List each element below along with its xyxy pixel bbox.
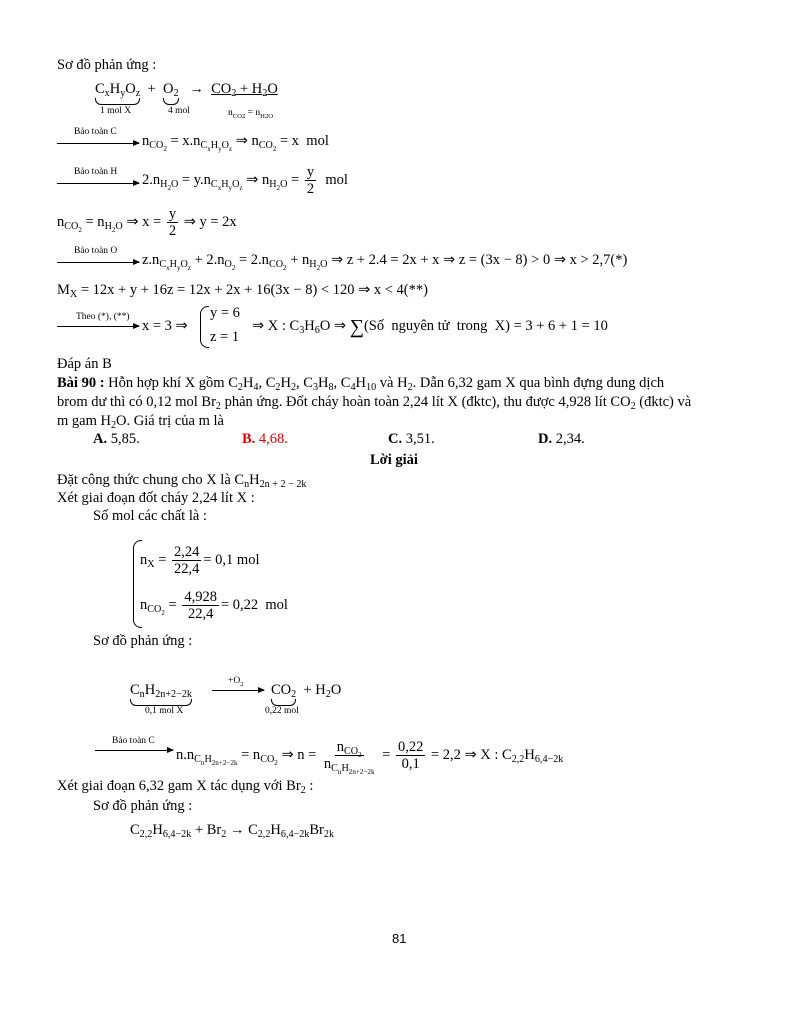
- arrow: [57, 262, 139, 263]
- sol-general-formula: Đặt công thức chung cho X là $C_nH_{2n + 2 - 2k}$: [57, 472, 307, 490]
- step-molar-mass: $M_X = 12x + y + 16z = 12x + 2x + 16(3x - 8) < 120$ ⇒ x < 4(**): [57, 282, 428, 300]
- problem-line-3: m gam $H_2O$. Giá trị của m là: [57, 413, 224, 431]
- sol-nco2: $n_{CO_2}$ = $\frac{4,928}{22,4}$ = 0,22 mol: [140, 589, 288, 622]
- page-number: 81: [392, 931, 407, 946]
- arrow: [212, 690, 264, 691]
- equation-1: $C_xH_yO_z$ + $O_2$ → $CO_2 + H_2O$: [95, 80, 278, 98]
- arrow-label-bao-toan-o: Bảo toàn O: [74, 246, 118, 256]
- step-bao-toan-c: $n_{CO_2} = x.n_{C_xH_yO_z}$ ⇒ $n_{CO_2} = x$ mol: [142, 133, 329, 153]
- problem-line-2: brom dư thì có 0,12 mol $Br_2$ phản ứng. Đốt cháy hoàn toàn 2,24 lít X (đktc), thu được 4,928 lít $CO_2$ (đktc) và: [57, 394, 692, 412]
- sol-moles-heading: Số mol các chất là :: [93, 508, 207, 524]
- step-equal-moles: $n_{CO_2} = n_{H_2O}$ ⇒ x = $\frac{y}{2}$ ⇒ y = 2x: [57, 206, 237, 239]
- arrow-label-bao-toan-h: Bảo toàn H: [74, 167, 118, 177]
- sol-so-do-2: Sơ đồ phản ứng :: [93, 633, 193, 649]
- sol-br2-stage: Xét giai đoạn 6,32 gam X tác dụng với $Br_2$ :: [57, 778, 314, 796]
- sol-nx: $n_X$ = $\frac{2,24}{22,4}$ = 0,1 mol: [140, 544, 260, 577]
- eq2-under-co2: 0,22 mol: [265, 706, 299, 716]
- eq1-under-reactant: 1 mol X: [100, 106, 132, 116]
- step-bao-toan-h: $2.n_{H_2O} = y.n_{C_xH_yO_z}$ ⇒ $n_{H_2O}$ = $\frac{y}{2}$ mol: [142, 164, 348, 197]
- eq2-under-reactant: 0,1 mol X: [145, 706, 184, 716]
- heading-so-do: Sơ đồ phản ứng :: [57, 57, 157, 73]
- sol-so-do-3: Sơ đồ phản ứng :: [93, 798, 193, 814]
- arrow: [57, 143, 139, 144]
- system-z: z = 1: [210, 329, 240, 345]
- system-brace: [200, 306, 209, 348]
- arrow: [57, 183, 139, 184]
- step-conclusion-x: x = 3 ⇒: [142, 318, 188, 334]
- problem-line-1: Bài 90 : Hỗn hợp khí X gồm $C_2H_4$, $C_2H_2$, $C_3H_8$, $C_4H_{10}$ và $H_2$. Dẫn 6,32 gam X qua bình đựng dung dịch: [57, 375, 665, 393]
- step-conclusion-formula: ⇒ X : $C_3H_6O$ ⇒ ∑(Số nguyên tử trong X) = 3 + 6 + 1 = 10: [252, 316, 608, 338]
- problem-label: Bài 90 :: [57, 375, 105, 391]
- solution-heading: Lời giải: [370, 452, 418, 468]
- system-y: y = 6: [210, 305, 240, 321]
- arrow: [95, 750, 173, 751]
- eq2-over-arrow: $+O_2$: [228, 676, 244, 688]
- equation-2-reactant: $C_nH_{2n+2-2k}$: [130, 681, 192, 699]
- step-bao-toan-c-2: $n.n_{C_nH_{2n+2-2k}} = n_{CO_2}$ ⇒ n = $\frac{n_{CO_2}}{n_{C_nH_{2n+2-2k}}}$ = $\frac{0,22}{0,1}$ = 2,2 ⇒ X : $C_{2,2}H_{6,4-2k}$: [176, 739, 564, 776]
- arrow-label-bao-toan-c: Bảo toàn C: [74, 127, 117, 137]
- step-bao-toan-o: $z.n_{C_xH_yO_z} + 2.n_{O_2} = 2.n_{CO_2} + n_{H_2O}$ ⇒ z + 2.4 = 2x + x ⇒ z = (3x − 8) > 0 ⇒ x > 2,7(*): [142, 252, 628, 272]
- arrow-label-theo: Theo (*), (**): [76, 312, 130, 322]
- arrow-label-bao-toan-c-2: Bảo toàn C: [112, 736, 155, 746]
- eq1-under-o2: 4 mol: [168, 106, 190, 116]
- equation-3: $C_{2,2}H_{6,4-2k} + Br_2 \to C_{2,2}H_{6,4-2k}Br_{2k}$: [130, 822, 334, 840]
- option-a: A. 5,85.: [93, 431, 140, 447]
- answer-label: Đáp án B: [57, 356, 112, 372]
- option-b: B. 4,68.: [242, 431, 288, 447]
- option-d: D. 2,34.: [538, 431, 585, 447]
- eq1-under-products: $n_{CO2} = n_{H2O}$: [228, 108, 274, 120]
- arrow: [57, 326, 139, 327]
- equation-2-products: $CO_2$ + $H_2O$: [271, 681, 341, 699]
- sol-combustion-stage: Xét giai đoạn đốt cháy 2,24 lít X :: [57, 490, 255, 506]
- option-c: C. 3,51.: [388, 431, 435, 447]
